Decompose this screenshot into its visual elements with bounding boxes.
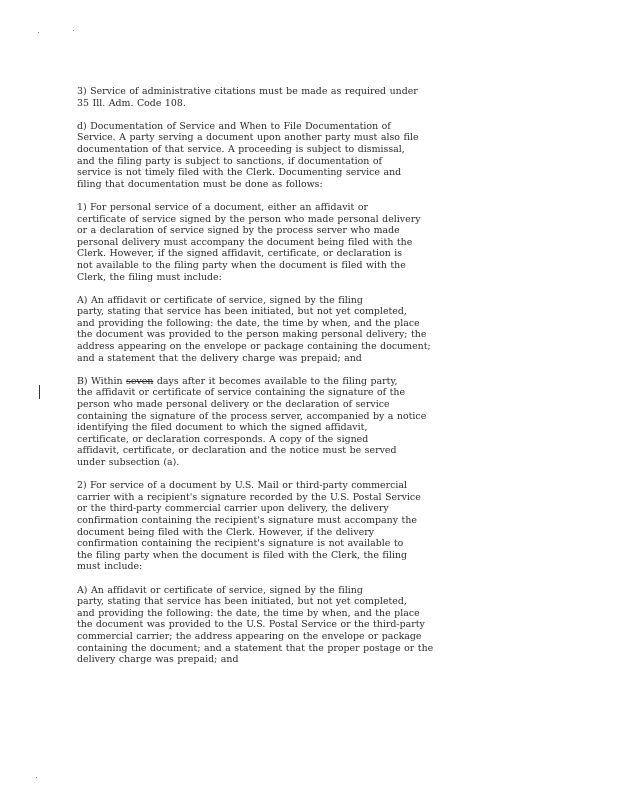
- text-line: 3) Service of administrative citations must be made as required under: [77, 86, 418, 97]
- scan-speck: [36, 777, 37, 778]
- text-line: A) An affidavit or certificate of service, signed by the filing: [77, 584, 363, 596]
- text-line: commercial carrier; the address appearing on the envelope or package: [77, 630, 422, 642]
- text-line: person who made personal delivery or the declaration of service: [77, 399, 390, 411]
- text-line: containing the document; and a statement that the proper postage or the: [77, 642, 434, 654]
- text-line: containing the signature of the process server, accompanied by a notice: [77, 410, 427, 422]
- scan-speck: [73, 30, 74, 31]
- paragraph-d-1-A: [77, 295, 547, 365]
- text-line: personal delivery must accompany the document being filed with the: [77, 236, 413, 248]
- text-line: 2) For service of a document by U.S. Mail or third-party commercial: [77, 480, 407, 492]
- text-line: identifying the filed document to which the signed affidavit,: [77, 422, 368, 434]
- text-line: and the filing party is subject to sanctions, if documentation of: [77, 155, 382, 167]
- text-line: filing that documentation must be done as follows:: [77, 178, 323, 190]
- text-line: confirmation containing the recipient's signature must accompany the: [77, 514, 417, 526]
- text-line: A) An affidavit or certificate of service, signed by the filing: [77, 294, 363, 306]
- document-body: [77, 86, 547, 677]
- revision-change-bar: [39, 385, 40, 399]
- text-line: affidavit, certificate, or declaration and the notice must be served: [77, 445, 397, 457]
- text-line: or the third-party commercial carrier upon delivery, the delivery: [77, 503, 389, 515]
- text-line: carrier with a recipient's signature recorded by the U.S. Postal Service: [77, 491, 421, 503]
- text-line: the document was provided to the person making personal delivery; the: [77, 329, 427, 341]
- stricken-word: seven: [126, 375, 154, 387]
- text-line: documentation of that service. A proceeding is subject to dismissal,: [77, 143, 405, 155]
- text-line: the affidavit or certificate of service containing the signature of the: [77, 387, 406, 399]
- paragraph-d-2: [77, 480, 547, 573]
- paragraph-d: [77, 121, 547, 191]
- text-line: 35 Ill. Adm. Code 108.: [77, 97, 186, 109]
- text-line: Clerk. However, if the signed affidavit, certificate, or declaration is: [77, 248, 403, 260]
- text-line: document being filed with the Clerk. However, if the delivery: [77, 526, 375, 538]
- text-line: the filing party when the document is filed with the Clerk, the filing: [77, 549, 408, 561]
- paragraph-3: [77, 86, 547, 109]
- paragraph-d-1-B: [77, 376, 547, 469]
- text-line: and providing the following: the date, the time by when, and the place: [77, 607, 420, 619]
- text-line: address appearing on the envelope or package containing the document;: [77, 341, 431, 353]
- text-line: party, stating that service has been initiated, but not yet completed,: [77, 306, 407, 318]
- text-line: or a declaration of service signed by the process server who made: [77, 225, 400, 237]
- text-line: certificate of service signed by the person who made personal delivery: [77, 213, 421, 225]
- text-line: under subsection (a).: [77, 457, 180, 468]
- text-line: B) Within seven days after it becomes available to the filing party,: [77, 375, 398, 387]
- text-line: and providing the following: the date, the time by when, and the place: [77, 317, 420, 329]
- text-line: service is not timely filed with the Clerk. Documenting service and: [77, 167, 402, 179]
- text-line: the document was provided to the U.S. Postal Service or the third-party: [77, 619, 425, 631]
- text-line: and a statement that the delivery charge was prepaid; and: [77, 352, 362, 364]
- text-line: not available to the filing party when the document is filed with the: [77, 259, 406, 271]
- text-line: confirmation containing the recipient's signature is not available to: [77, 538, 404, 550]
- text-line: Clerk, the filing must include:: [77, 271, 222, 283]
- text-line: 1) For personal service of a document, either an affidavit or: [77, 201, 368, 213]
- text-line: Service. A party serving a document upon another party must also file: [77, 132, 419, 144]
- text-line: delivery charge was prepaid; and: [77, 654, 239, 666]
- text-line: d) Documentation of Service and When to File Documentation of: [77, 120, 391, 132]
- text-line: must include:: [77, 561, 143, 573]
- scan-speck: [38, 32, 39, 33]
- paragraph-d-1: [77, 202, 547, 283]
- text-line: party, stating that service has been initiated, but not yet completed,: [77, 596, 407, 608]
- paragraph-d-2-A: [77, 585, 547, 666]
- text-line: certificate, or declaration corresponds. A copy of the signed: [77, 433, 369, 445]
